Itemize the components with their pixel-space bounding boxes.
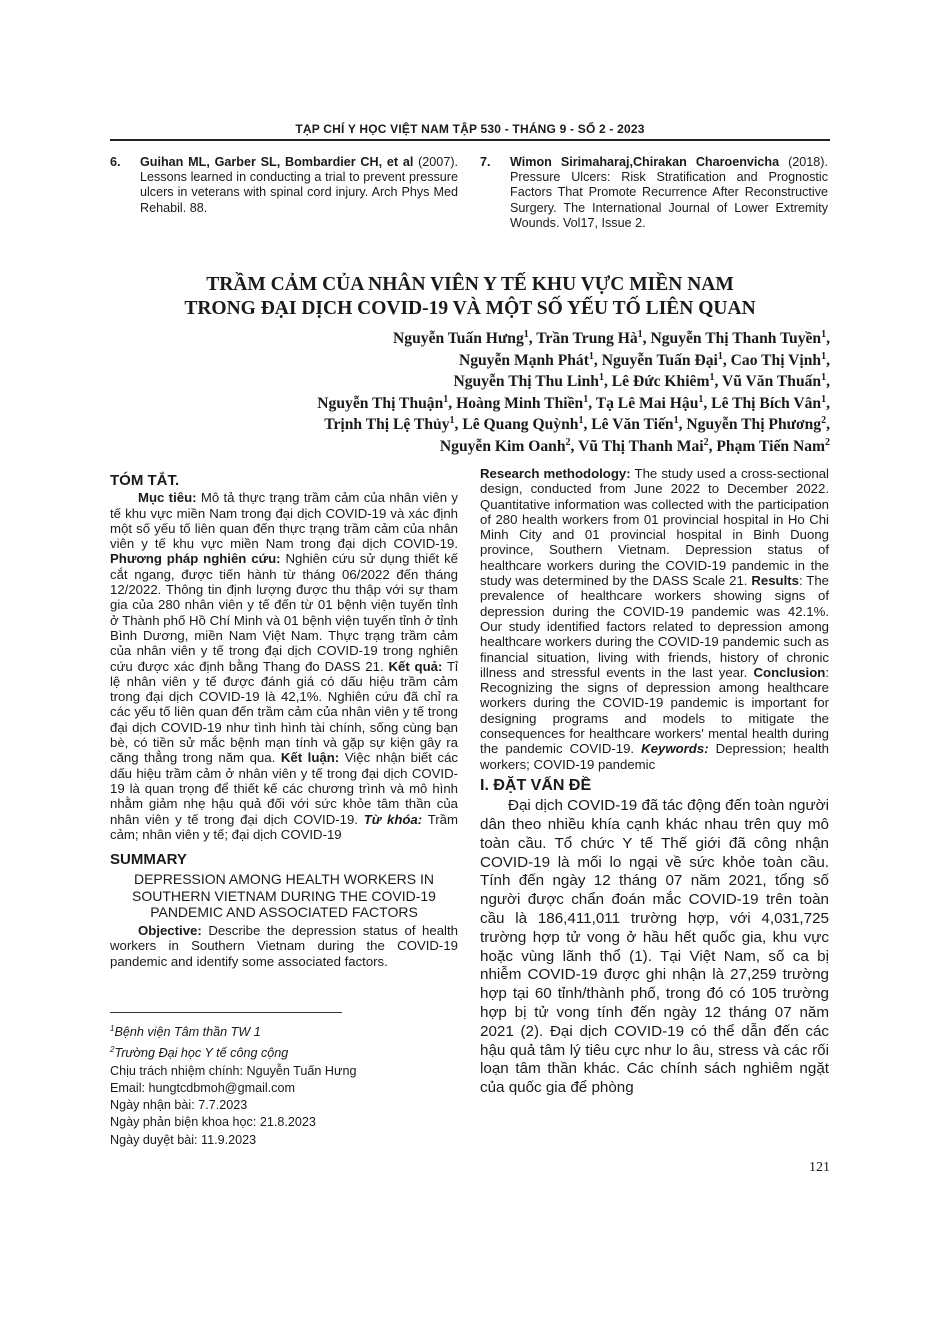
- author-name: Cao Thị Vịnh: [730, 351, 822, 369]
- author-name: Vũ Văn Thuấn: [721, 373, 822, 390]
- author-name: Phạm Tiến Nam: [716, 437, 825, 455]
- keywords-text: Trầm cảm; nhân viên y tế; đại dịch COVID-19: [110, 811, 458, 842]
- author-name: Nguyễn Thị Thanh Tuyền: [650, 330, 822, 347]
- reference-7: [480, 155, 828, 231]
- en-method-label: Research methodology:: [480, 466, 631, 481]
- author-affiliation: 1: [698, 393, 704, 405]
- reference-text: (2018). Pressure Ulcers: Risk Stratification and Prognostic Factors That Promote Recurrence After Reconstructive Surgery. The International Journal of Lower Extremity Wounds. Vol17, Issue 2.: [510, 155, 828, 230]
- affiliation-2: $^2$Trường Đại học Y tế công cộng: [110, 1045, 289, 1061]
- author-line: Trịnh Thị Lệ Thủy$^1$, Lê Quang Quỳnh$^1$, Lê Văn Tiến$^1$, Nguyễn Thị Phương$^2$,: [324, 414, 830, 433]
- author-affiliation: 1: [821, 393, 827, 405]
- en-keywords-label: Keywords:: [641, 741, 709, 757]
- footnote-rule: [110, 1012, 342, 1013]
- author-name: Lê Văn Tiến: [591, 416, 674, 433]
- author-name: Nguyễn Mạnh Phát: [458, 351, 589, 369]
- author-affiliation: 1: [717, 350, 723, 362]
- author-affiliation: 2: [821, 414, 827, 426]
- en-results-label: Results: [751, 573, 799, 589]
- author-name: Nguyễn Tuấn Hưng: [393, 330, 524, 347]
- author-affiliation: 2: [825, 436, 830, 448]
- author-list: [110, 328, 830, 457]
- journal-header: TẠP CHÍ Y HỌC VIỆT NAM TẬP 530 - THÁNG 9 - SỐ 2 - 2023: [295, 122, 645, 136]
- author-line: Nguyễn Mạnh Phát$^1$, Nguyễn Tuấn Đại$^1$, Cao Thị Vịnh$^1$,: [458, 350, 830, 369]
- intro-paragraph: Đại dịch COVID-19 đã tác động đến toàn người dân theo nhiều khía cạnh khác nhau trên quy mô toàn cầu. Tổ chức Y tế Thế giới đã công nhận COVID-19 là mối lo ngại về sức khỏe toàn cầu. Tính đến ngày 12 tháng 07 năm 2021, tổng số người được chẩn đoán mắc COVID-19 trên toàn cầu là 186,411,011 trường hợp, với 4,031,725 trường hợp tử vong ở hầu hết quốc gia, khu vực hoặc vùng lãnh thổ (1). Tại Việt Nam, số ca bị nhiễm COVID-19 được ghi nhận là 27,259 trường hợp tại 60 tỉnh/thành phố, trong đó có 105 trường hợp bị tử vong tính đến ngày 12 tháng 07 năm 2021 (2). Đại dịch COVID-19 có thể dẫn đến các hậu quả tâm lý tiêu cực như lo âu, stress và các rối loạn tâm thần khác. Các chính sách nghiêm ngặt của quốc gia để phòng: [480, 797, 829, 1097]
- title-line-1: TRẦM CẢM CỦA NHÂN VIÊN Y TẾ KHU VỰC MIỀN NAM: [206, 274, 734, 295]
- article-title: [110, 273, 830, 321]
- results-text: Tỉ lệ nhân viên y tế được đánh giá có dấu hiệu trầm cảm trong đại dịch COVID-19 là 42,1%. Nghiên cứu đã chỉ ra các yếu tố liên quan đến trầm cảm của nhân viên y tế trong đại dịch COVID-19 như tình hình tài chính, sống cùng bạn bè, có tiền sử mắc bệnh mạn tính và gặp sự kiện gây ra căng thẳng trong năm qua.: [110, 658, 458, 766]
- en-keywords-text: Depression; health workers; COVID-19 pandemic: [480, 741, 830, 772]
- title-line-2: TRONG ĐẠI DỊCH COVID-19 VÀ MỘT SỐ YẾU TỐ LIÊN QUAN: [184, 298, 756, 319]
- author-name: Nguyễn Thị Thuận: [317, 394, 444, 412]
- author-name: Trần Trung Hà: [536, 330, 638, 347]
- abstract-vi-heading: TÓM TẮT.: [110, 472, 180, 489]
- author-affiliation: 2: [703, 436, 709, 448]
- en-conclusion-text: : Recognizing the signs of depression among healthcare workers during the COVID-19 pandemic is important for designing programs and models to mitigate the consequences for healthcare workers' mental health during the pandemic COVID-19.: [480, 664, 829, 757]
- reference-number: 6.: [110, 155, 121, 169]
- author-name: Vũ Thị Thanh Mai: [578, 437, 704, 455]
- author-name: Trịnh Thị Lệ Thủy: [324, 416, 450, 433]
- intro-heading: I. ĐẶT VẤN ĐỀ: [480, 776, 592, 794]
- method-text: Nghiên cứu sử dụng thiết kế cắt ngang, được tiến hành từ tháng 06/2022 đến tháng 12/2022. Thông tin định lượng được thu thập với sự tham gia của 280 nhân viên y tế đến từ 01 bệnh viện tuyến tỉnh ở Thành phố Hồ Chí Minh và 01 bệnh viện tuyến tỉnh ở tỉnh Bình Dương, miền Nam Việt Nam. Thực trạng trầm cảm của nhân viên y tế trong đại dịch COVID-19 trong nghiên cứu được xác định bằng Thang đo DASS 21.: [110, 551, 459, 674]
- author-affiliation: 1: [673, 414, 679, 426]
- english-title: DEPRESSION AMONG HEALTH WORKERS IN SOUTHERN VIETNAM DURING THE COVID-19 PANDEMIC AND ASSOCIATED FACTORS: [132, 871, 436, 921]
- en-conclusion-label: Conclusion: [753, 664, 826, 680]
- en-method-text: The study used a cross-sectional design, conducted from June 2022 to December 2022. Quantitative information was collected with the participation of 280 health workers from 01 provincial hospital in Ho Chi Minh City and 01 provincial hospital in Binh Duong province, Southern Vietnam. Depression status of healthcare workers during the COVID-19 pandemic in the study was determined by the DASS Scale 21.: [480, 466, 829, 589]
- author-affiliation: 1: [709, 371, 715, 383]
- page-number: 121: [809, 1160, 830, 1175]
- corresponding-author: Chịu trách nhiệm chính: Nguyễn Tuấn Hưng: [110, 1063, 357, 1078]
- accepted-date: Ngày duyệt bài: 11.9.2023: [110, 1132, 257, 1147]
- affiliation-1: $^1$Bệnh viện Tâm thần TW 1: [110, 1024, 261, 1040]
- author-affiliation: 1: [637, 328, 643, 340]
- review-date: Ngày phản biện khoa học: 21.8.2023: [110, 1115, 316, 1130]
- author-affiliation: 2: [565, 436, 571, 448]
- author-affiliation: 1: [449, 414, 455, 426]
- objective-label: Mục tiêu:: [138, 490, 197, 506]
- author-line: Nguyễn Thị Thu Linh$^1$, Lê Đức Khiêm$^1$, Vũ Văn Thuấn$^1$,: [453, 371, 830, 390]
- author-name: Nguyễn Tuấn Đại: [601, 351, 718, 369]
- en-objective-text: Describe the depression status of health workers in Southern Vietnam during the COVID-19 pandemic and identify some associated factors.: [110, 922, 458, 969]
- author-name: Nguyễn Thị Thu Linh: [453, 373, 599, 390]
- results-label: Kết quả:: [388, 658, 443, 674]
- author-affiliation: 1: [598, 371, 604, 383]
- author-name: Lê Quang Quỳnh: [462, 416, 579, 433]
- abstract-vi-body: [110, 490, 458, 842]
- header-rule: [110, 139, 830, 141]
- author-name: Nguyễn Thị Phương: [686, 416, 822, 433]
- left-column: [110, 473, 458, 969]
- author-name: Lê Đức Khiêm: [611, 373, 710, 390]
- author-name: Nguyễn Kim Oanh: [439, 437, 566, 455]
- author-affiliation: 1: [583, 393, 589, 405]
- author-affiliation: 1: [523, 328, 529, 340]
- received-date: Ngày nhận bài: 7.7.2023: [110, 1098, 248, 1113]
- author-affiliation: 1: [821, 328, 827, 340]
- reference-text: (2007). Lessons learned in conducting a trial to prevent pressure ulcers in veterans with spinal cord injury. Arch Phys Med Rehabil. 88.: [140, 155, 459, 215]
- author-line: Nguyễn Thị Thuận$^1$, Hoàng Minh Thiền$^1$, Tạ Lê Mai Hậu$^1$, Lê Thị Bích Vân$^1$,: [317, 393, 830, 412]
- author-name: Hoàng Minh Thiền: [456, 394, 584, 412]
- conclusion-text: Việc nhận biết các dấu hiệu trầm cảm ở nhân viên y tế trong đại dịch COVID-19 là quan trọng để thiết kế các chương trình và mô hình nhằm giảm nhẹ hậu quả đối với sức khỏe tâm thần của nhân viên y tế trong đại dịch COVID-19.: [110, 750, 458, 827]
- footnotes: [110, 1020, 458, 1149]
- keywords-label: Từ khóa:: [363, 811, 423, 827]
- author-affiliation: 1: [821, 350, 827, 362]
- author-line: Nguyễn Kim Oanh$^2$, Vũ Thị Thanh Mai$^2$, Phạm Tiến Nam$^2$: [439, 436, 830, 455]
- objective-text: Mô tả thực trạng trầm cảm của nhân viên y tế khu vực miền Nam trong đại dịch COVID-19 và xác định một số yếu tố liên quan đến thực trạng trầm cảm của nhân viên y tế khu vực miền Nam trong đại dịch COVID-19.: [110, 490, 458, 552]
- right-column: [480, 466, 829, 1098]
- reference-authors: Wimon Sirimaharaj,Chirakan Charoenvicha: [510, 155, 780, 169]
- author-affiliation: 1: [588, 350, 594, 362]
- author-affiliation: 1: [443, 393, 449, 405]
- author-line: Nguyễn Tuấn Hưng$^1$, Trần Trung $Hà^1$, Nguyễn Thị Thanh Tuyền$^1$,: [393, 328, 830, 347]
- method-label: Phương pháp nghiên cứu:: [110, 551, 281, 567]
- author-affiliation: 1: [821, 371, 827, 383]
- reference-authors: Guihan ML, Garber SL, Bombardier CH, et al: [140, 155, 414, 169]
- reference-number: 7.: [480, 155, 491, 169]
- conclusion-label: Kết luận:: [280, 750, 340, 766]
- author-name: Lê Thị Bích Vân: [711, 394, 822, 412]
- summary-body: [480, 466, 829, 772]
- author-name: Tạ Lê Mai Hậu: [595, 394, 699, 412]
- en-results-text: : The prevalence of healthcare workers showing signs of depression during the COVID-19 pandemic was 42.1%. Our study identified factors related to depression among healthcare workers during the COVID-19 pandemic such as financial situation, living with friends, history of chronic illness and stressful events in the last year.: [480, 573, 829, 680]
- reference-6: [110, 155, 458, 216]
- summary-heading: SUMMARY: [110, 851, 187, 869]
- summary-objective: [110, 923, 458, 969]
- author-affiliation: 1: [578, 414, 584, 426]
- email: Email: hungtcdbmoh@gmail.com: [110, 1080, 295, 1095]
- en-objective-label: Objective:: [138, 922, 202, 938]
